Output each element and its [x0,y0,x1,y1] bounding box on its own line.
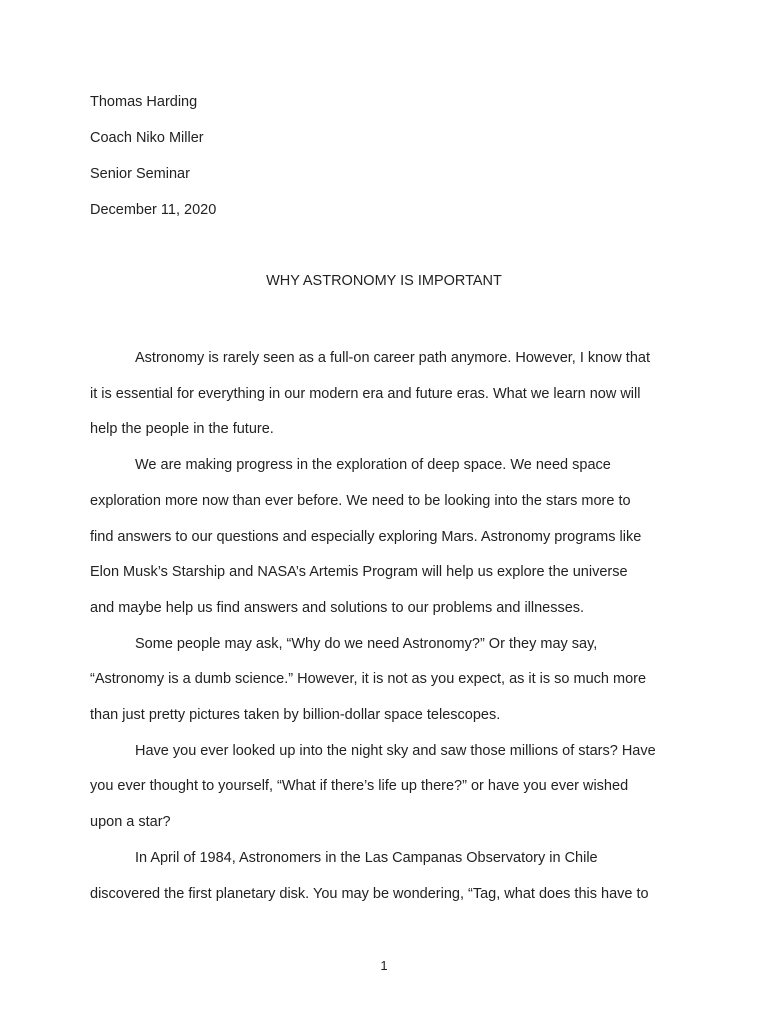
paragraph-line: than just pretty pictures taken by billion-dollar space telescopes. [90,707,501,724]
paragraph-line: Astronomy is rarely seen as a full-on career path anymore. However, I know that [135,350,650,366]
paragraph-line: discovered the first planetary disk. You may be wondering, “Tag, what does this have to [90,885,649,902]
author-name: Thomas Harding [90,94,198,110]
paragraph [90,627,690,734]
paragraph-line: exploration more now than ever before. We need to be looking into the stars more to [90,492,631,509]
paragraph-line: you ever thought to yourself, “What if there’s life up there?” or have you ever wished [90,778,629,795]
paragraph [90,341,690,448]
paragraph-line: upon a star? [90,814,171,831]
document-date: December 11, 2020 [90,202,217,218]
paragraph-line: Some people may ask, “Why do we need Astronomy?” Or they may say, [135,635,598,652]
paragraph-line: find answers to our questions and especially exploring Mars. Astronomy programs like [90,528,642,545]
paragraph-line: “Astronomy is a dumb science.” However, it is not as you expect, as it is so much more [90,671,647,688]
paragraph-line: help the people in the future. [90,421,274,438]
instructor-name: Coach Niko Miller [90,130,204,146]
paragraph [90,448,690,627]
paragraph [90,841,690,912]
paragraph-line: We are making progress in the exploration of deep space. We need space [135,457,611,474]
paragraph-line: it is essential for everything in our modern era and future eras. What we learn now will [90,385,641,402]
course-name: Senior Seminar [90,166,190,182]
document-title: WHY ASTRONOMY IS IMPORTANT [266,273,502,289]
document-body [90,341,690,912]
paragraph [90,734,690,841]
paragraph-line: In April of 1984, Astronomers in the Las Campanas Observatory in Chile [135,849,598,866]
page-number: 1 [380,958,388,973]
paragraph-line: and maybe help us find answers and solutions to our problems and illnesses. [90,599,585,616]
paragraph-line: Elon Musk’s Starship and NASA’s Artemis Program will help us explore the universe [90,564,628,581]
document-header [90,91,690,235]
paragraph-line: Have you ever looked up into the night sky and saw those millions of stars? Have [135,742,656,759]
